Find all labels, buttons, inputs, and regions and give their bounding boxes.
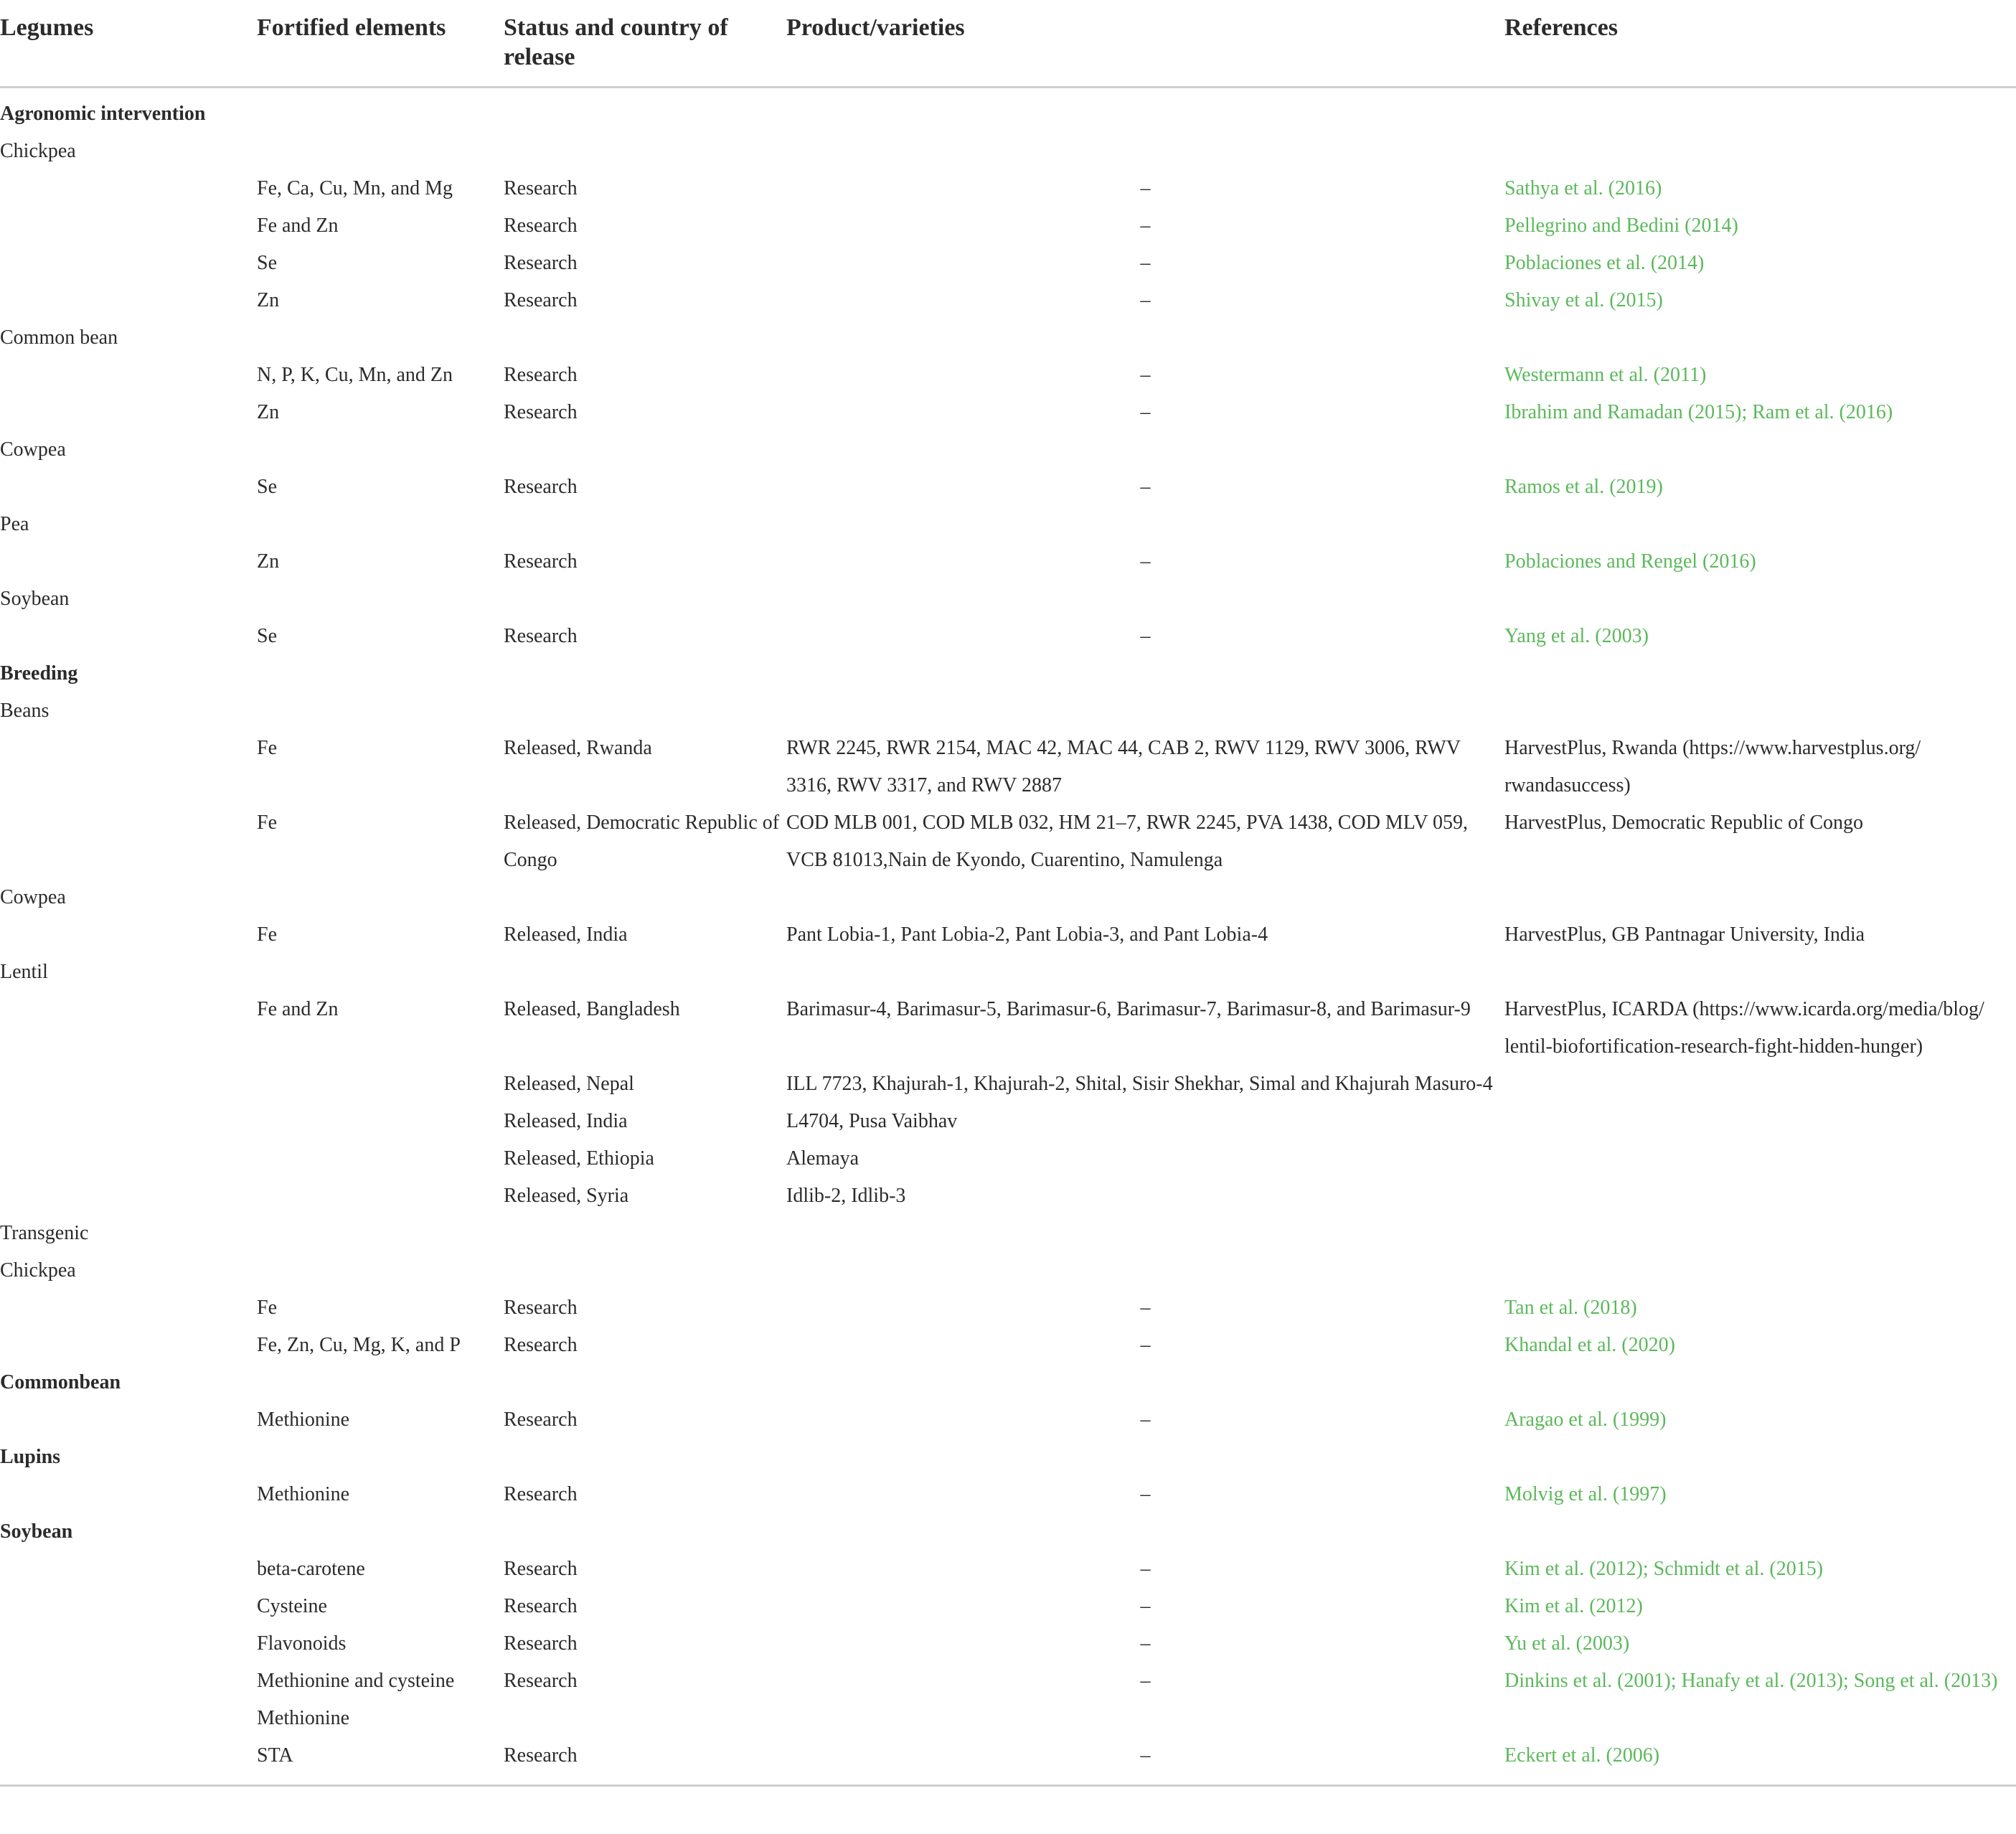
legume-cell [0,394,257,431]
product-cell: COD MLB 001, COD MLB 032, HM 21–7, RWR 2245, PVA 1438, COD MLV 059, VCB 81013,Nain de Kyondo, Cuarentino, Namulenga [786,812,1469,871]
legume-cell [0,1103,257,1140]
status-cell: Research [504,1737,786,1786]
reference-link[interactable]: Molvig et al. (1997) [1504,1483,1667,1505]
product-cell [786,692,1504,730]
header-product-varieties: Product/varieties [786,0,1504,88]
status-cell [504,692,786,730]
reference-cell [1504,1364,2016,1401]
product-cell: – [1140,289,1151,311]
table-row [0,319,2016,357]
fortified-element-cell: Methionine [257,1483,350,1505]
legume-cell [0,1289,257,1327]
reference-link[interactable]: Khandal et al. (2020) [1504,1334,1675,1356]
fortified-element-cell: Methionine and cysteine [257,1670,455,1692]
legume-cell: Transgenic [0,1222,89,1244]
status-cell: Research [504,1670,578,1692]
product-cell [786,1364,1504,1401]
product-cell: – [1140,177,1151,199]
reference-cell: HarvestPlus, ICARDA (https://www.icarda.org/media/blog/ lentil-biofortification-research-fight-hidden-hunger) [1504,998,1984,1058]
legume-cell: Pea [0,513,29,535]
reference-link[interactable]: Westermann et al. (2011) [1504,364,1707,386]
fortified-element-cell: Se [257,476,277,498]
reference-cell [1504,319,2016,357]
table-row [0,469,2016,506]
table-row [0,655,2016,692]
legume-cell [0,618,257,655]
product-cell: – [1140,1558,1151,1580]
fortified-element-cell: Methionine [257,1409,350,1431]
status-cell: Research [504,625,578,647]
product-cell [786,431,1504,469]
product-cell: – [1140,401,1151,423]
fortified-element-cell [257,1252,504,1289]
fortified-element-cell: Fe [257,737,277,759]
table-row [0,207,2016,245]
fortified-element-cell [257,88,504,133]
table-row [0,1737,2016,1786]
reference-cell [1504,692,2016,730]
table-row [0,543,2016,580]
fortified-element-cell: Methionine [257,1707,350,1729]
status-cell [504,954,786,991]
legume-cell [0,357,257,394]
legume-cell: Soybean [0,1520,73,1543]
table-row [0,1289,2016,1327]
fortified-element-cell: Zn [257,289,280,311]
table-row [0,692,2016,730]
status-cell: Research [504,550,578,573]
product-cell: L4704, Pusa Vaibhav [786,1110,958,1132]
table-row [0,1252,2016,1289]
table-row [0,580,2016,618]
product-cell: – [786,1737,1504,1786]
product-cell [786,88,1504,133]
table-row [0,245,2016,282]
legume-cell: Chickpea [0,1259,76,1282]
status-cell: Research [504,1632,578,1655]
fortified-element-cell: STA [257,1737,504,1786]
status-cell [504,1364,786,1401]
legume-cell [0,1476,257,1513]
legume-cell: Lupins [0,1446,61,1468]
legume-cell [0,730,257,804]
product-cell [786,655,1504,692]
product-cell [786,1439,1504,1476]
table-row [0,1103,2016,1140]
status-cell: Released, India [504,1110,628,1132]
product-cell: – [1140,625,1151,647]
status-cell: Research [504,476,578,498]
table-row [0,1364,2016,1401]
reference-cell [1504,1700,2016,1737]
legume-cell [0,804,257,879]
status-cell: Research [504,364,578,386]
fortified-element-cell [257,954,504,991]
product-cell [786,1215,1504,1252]
product-cell: – [1140,1595,1151,1617]
table-row [0,916,2016,954]
product-cell [786,319,1504,357]
status-cell [504,506,786,543]
status-cell [504,431,786,469]
reference-link[interactable]: Poblaciones et al. (2014) [1504,252,1705,274]
reference-cell [1504,1066,2016,1103]
fortified-element-cell: Fe and Zn [257,998,339,1020]
table-row [0,618,2016,655]
reference-cell [1504,954,2016,991]
table-row [0,1066,2016,1103]
legume-cell [0,543,257,580]
fortified-element-cell: Zn [257,401,280,423]
legume-cell: Breeding [0,662,78,685]
status-cell [504,88,786,133]
fortified-element-cell [257,133,504,170]
status-cell: Research [504,1297,578,1319]
table-row [0,1177,2016,1215]
reference-cell [1504,1103,2016,1140]
reference-cell: HarvestPlus, Rwanda (https://www.harvestplus.org/ rwandasuccess) [1504,737,1921,796]
table-row [0,506,2016,543]
fortified-element-cell: Fe [257,812,277,834]
table-row [0,394,2016,431]
fortified-element-cell: beta-carotene [257,1558,365,1580]
fortified-element-cell [257,1364,504,1401]
legume-cell [0,916,257,954]
product-cell: Alemaya [786,1147,859,1170]
fortified-element-cell [257,319,504,357]
status-cell: Released, Democratic Republic of Congo [504,812,780,871]
legume-cell [0,1327,257,1364]
product-cell [786,954,1504,991]
table-row [0,170,2016,207]
status-cell [504,319,786,357]
table-row [0,1663,2016,1700]
reference-cell [1504,1513,2016,1551]
header-references: References [1504,0,2016,88]
reference-link[interactable]: Ibrahim and Ramadan (2015); Ram et al. (2016) [1504,401,1893,423]
reference-link[interactable]: Kim et al. (2012) [1504,1595,1643,1617]
reference-link[interactable]: Sathya et al. (2016) [1504,177,1662,199]
legume-cell: Beans [0,700,50,722]
reference-link[interactable]: Pellegrino and Bedini (2014) [1504,215,1738,237]
status-cell: Research [504,289,578,311]
table-row [0,1625,2016,1663]
table-row [0,282,2016,319]
reference-link[interactable]: Tan et al. (2018) [1504,1297,1637,1319]
status-cell [504,879,786,916]
reference-link[interactable]: Yang et al. (2003) [1504,625,1649,647]
reference-cell [1504,431,2016,469]
reference-cell: HarvestPlus, Democratic Republic of Congo [1504,812,1864,834]
status-cell: Research [504,1409,578,1431]
table-row [0,991,2016,1066]
reference-cell [1504,1215,2016,1252]
header-status-country: Status and country of release [504,0,786,88]
product-cell: – [1140,1297,1151,1319]
product-cell [786,1700,1504,1737]
legume-cell [0,1700,257,1737]
product-cell: – [1140,1483,1151,1505]
fortified-element-cell: Se [257,625,277,647]
fortified-element-cell [257,580,504,618]
legume-cell: Cowpea [0,438,66,461]
header-fortified-elements: Fortified elements [257,0,504,88]
product-cell: – [1140,1632,1151,1655]
fortified-element-cell [257,431,504,469]
table-row [0,804,2016,879]
legume-cell [0,1401,257,1439]
product-cell: – [1140,550,1151,573]
status-cell [504,655,786,692]
status-cell: Released, India [504,923,628,946]
legume-cell [0,1663,257,1700]
product-cell [786,506,1504,543]
table-row [0,879,2016,916]
table-row [0,357,2016,394]
table-row [0,1476,2016,1513]
fortified-element-cell: Flavonoids [257,1632,347,1655]
fortified-element-cell: Fe [257,923,277,946]
legume-cell: Chickpea [0,140,76,162]
fortified-element-cell [257,1066,504,1103]
product-cell: Pant Lobia-1, Pant Lobia-2, Pant Lobia-3, and Pant Lobia-4 [786,923,1268,946]
product-cell: – [1140,476,1151,498]
product-cell: RWR 2245, RWR 2154, MAC 42, MAC 44, CAB 2, RWV 1129, RWV 3006, RWV 3316, RWV 3317, and RWV 2887 [786,737,1461,796]
table-row [0,1140,2016,1177]
status-cell [504,133,786,170]
product-cell: Idlib-2, Idlib-3 [786,1185,906,1207]
status-cell: Research [504,1483,578,1505]
fortified-element-cell [257,1140,504,1177]
reference-link[interactable]: Eckert et al. (2006) [1504,1737,2016,1786]
legume-cell [0,207,257,245]
product-cell: – [1140,1409,1151,1431]
table-row [0,1439,2016,1476]
legume-cell [0,1737,257,1786]
product-cell [786,1252,1504,1289]
product-cell: – [1140,364,1151,386]
status-cell: Research [504,215,578,237]
status-cell [504,1215,786,1252]
fortified-element-cell: Fe [257,1297,277,1319]
legume-cell [0,1588,257,1625]
reference-cell [1504,88,2016,133]
fortified-element-cell: N, P, K, Cu, Mn, and Zn [257,364,453,386]
product-cell [786,879,1504,916]
fortified-element-cell [257,692,504,730]
table-header [0,0,2016,88]
status-cell [504,1439,786,1476]
status-cell: Research [504,401,578,423]
table-row [0,1588,2016,1625]
legume-cell: Soybean [0,588,70,610]
fortified-element-cell [257,1177,504,1215]
fortified-element-cell: Se [257,252,277,274]
fortified-element-cell [257,655,504,692]
status-cell: Research [504,177,578,199]
reference-cell [1504,1177,2016,1215]
fortified-element-cell: Fe, Ca, Cu, Mn, and Mg [257,177,453,199]
reference-cell [1504,879,2016,916]
status-cell: Released, Ethiopia [504,1147,654,1170]
fortified-element-cell [257,1439,504,1476]
header-legumes: Legumes [0,0,257,88]
table-row [0,954,2016,991]
fortified-element-cell [257,1103,504,1140]
reference-cell [1504,506,2016,543]
status-cell: Released, Bangladesh [504,998,680,1020]
legume-cell [0,1551,257,1588]
product-cell: – [1140,1670,1151,1692]
status-cell [504,1252,786,1289]
table-row [0,730,2016,804]
legume-cell: Commonbean [0,1371,121,1393]
product-cell [786,1513,1504,1551]
fortified-element-cell: Cysteine [257,1595,327,1617]
status-cell [504,580,786,618]
product-cell: ILL 7723, Khajurah-1, Khajurah-2, Shital, Sisir Shekhar, Simal and Khajurah Masuro-4 [786,1073,1493,1095]
fortified-element-cell: Zn [257,550,280,573]
legume-cell: Agronomic intervention [0,103,206,125]
legume-cell [0,282,257,319]
status-cell: Released, Rwanda [504,737,652,759]
table-row [0,1513,2016,1551]
fortified-element-cell: Fe and Zn [257,215,339,237]
table-row [0,1551,2016,1588]
legume-cell [0,245,257,282]
legume-cell [0,469,257,506]
legume-cell [0,1177,257,1215]
status-cell [504,1700,786,1737]
status-cell: Released, Syria [504,1185,629,1207]
header-row [0,0,2016,88]
fortified-element-cell [257,1215,504,1252]
reference-link[interactable]: Shivay et al. (2015) [1504,289,1663,311]
reference-cell [1504,1252,2016,1289]
table-row [0,1327,2016,1364]
legume-cell [0,170,257,207]
product-cell: – [1140,215,1151,237]
status-cell: Released, Nepal [504,1073,634,1095]
product-cell [786,580,1504,618]
reference-link[interactable]: Aragao et al. (1999) [1504,1409,1667,1431]
reference-link[interactable]: Poblaciones and Rengel (2016) [1504,550,1756,573]
status-cell [504,1513,786,1551]
table-row [0,88,2016,133]
reference-cell: HarvestPlus, GB Pantnagar University, India [1504,923,1865,946]
fortified-element-cell: Fe, Zn, Cu, Mg, K, and P [257,1334,461,1356]
reference-link[interactable]: Dinkins et al. (2001); Hanafy et al. (2013); Song et al. (2013) [1504,1670,1998,1692]
reference-link[interactable]: Ramos et al. (2019) [1504,476,1663,498]
reference-link[interactable]: Yu et al. (2003) [1504,1632,1630,1655]
status-cell: Research [504,1595,578,1617]
legume-cell [0,1140,257,1177]
table-body [0,88,2016,1786]
table-row [0,1401,2016,1439]
product-cell: – [1140,1334,1151,1356]
product-cell [786,133,1504,170]
legume-cell [0,1625,257,1663]
table-row [0,1215,2016,1252]
reference-cell [1504,133,2016,170]
reference-link[interactable]: Kim et al. (2012); Schmidt et al. (2015) [1504,1558,1824,1580]
status-cell: Research [504,1334,578,1356]
reference-cell [1504,655,2016,692]
reference-cell [1504,580,2016,618]
legume-cell: Cowpea [0,886,66,908]
reference-cell [1504,1439,2016,1476]
legume-cell [0,1066,257,1103]
table-row [0,133,2016,170]
legume-cell [0,991,257,1066]
status-cell: Research [504,1558,578,1580]
fortified-element-cell [257,506,504,543]
table-row [0,1700,2016,1737]
status-cell: Research [504,252,578,274]
fortified-element-cell [257,1513,504,1551]
legume-cell: Common bean [0,326,118,349]
fortified-element-cell [257,879,504,916]
legume-cell: Lentil [0,961,48,983]
product-cell: – [1140,252,1151,274]
product-cell: Barimasur-4, Barimasur-5, Barimasur-6, Barimasur-7, Barimasur-8, and Barimasur-9 [786,998,1471,1020]
reference-cell [1504,1140,2016,1177]
table-row [0,431,2016,469]
